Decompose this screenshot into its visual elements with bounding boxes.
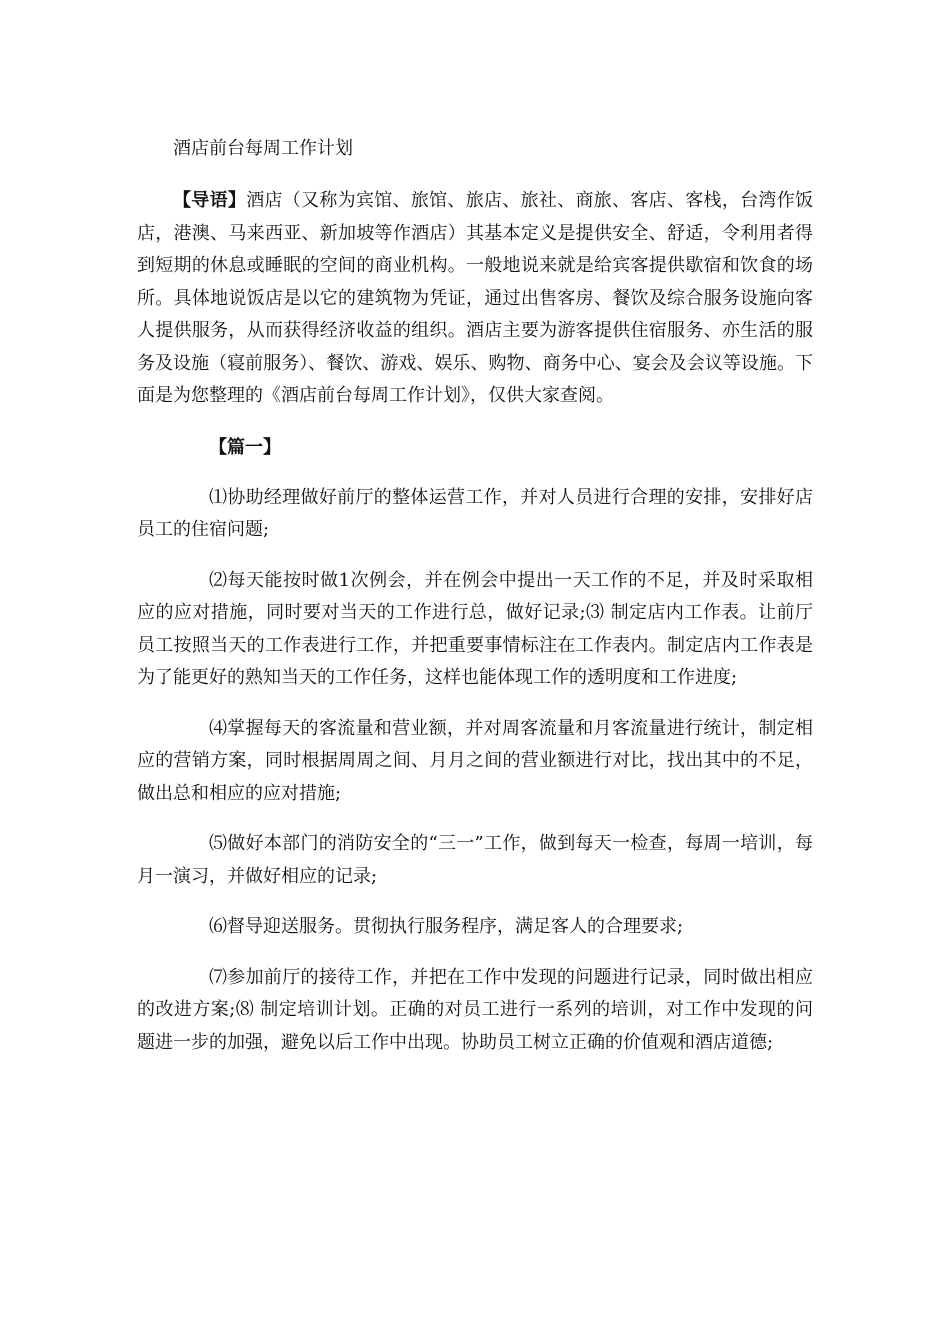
intro-text: 酒店（又称为宾馆、旅馆、旅店、旅社、商旅、客店、客栈，台湾作饭店，港澳、马来西亚、新加坡等作酒店）其基本定义是提供安全、舒适，令利用者得到短期的休息或睡眠的空间的商业机构。一般地说来就是给宾客提供歇宿和饮食的场所。具体地说饭店是以它的建筑物为凭证，通过出售客房、餐饮及综合服务设施向客人提供服务，从而获得经济收益的组织。酒店主要为游客提供住宿服务、亦生活的服务及设施（寝前服务）、餐饮、游戏、娱乐、购物、商务中心、宴会及会议等设施。下面是为您整理的《酒店前台每周工作计划》，仅供大家查阅。 (137, 190, 814, 406)
section-heading: 【篇一】 (209, 436, 281, 458)
list-item: ⑴协助经理做好前厅的整体运营工作，并对人员进行合理的安排，安排好店员工的住宿问题; (137, 486, 813, 540)
list-item: ⑸做好本部门的消防安全的“三一”工作，做到每天一检查，每周一培训，每月一演习，并做好相应的记录; (137, 833, 813, 887)
document-body (137, 132, 813, 1077)
list-item: ⑺参加前厅的接待工作，并把在工作中发现的问题进行记录，同时做出相应的改进方案;⑻ 制定培训计划。正确的对员工进行一系列的培训，对工作中发现的问题进一步的加强，避免以后工作中出现。协助员工树立正确的价值观和酒店道德; (137, 966, 813, 1053)
document-title: 酒店前台每周工作计划 (173, 138, 353, 159)
intro-label: 【导语】 (173, 190, 247, 211)
list-item: ⑹督导迎送服务。贯彻执行服务程序，满足客人的合理要求; (209, 916, 684, 937)
list-item: ⑵每天能按时做1次例会，并在例会中提出一天工作的不足，并及时采取相应的应对措施，同时要对当天的工作进行总，做好记录;⑶ 制定店内工作表。让前厅员工按照当天的工作表进行工作，并把重要事情标注在工作表内。制定店内工作表是为了能更好的熟知当天的工作任务，这样也能体现工作的透明度和工作进度; (137, 569, 813, 688)
intro-paragraph (137, 185, 813, 413)
list-item: ⑷掌握每天的客流量和营业额，并对周客流量和月客流量进行统计，制定相应的营销方案，同时根据周周之间、月月之间的营业额进行对比，找出其中的不足，做出总和相应的应对措施; (137, 717, 813, 804)
